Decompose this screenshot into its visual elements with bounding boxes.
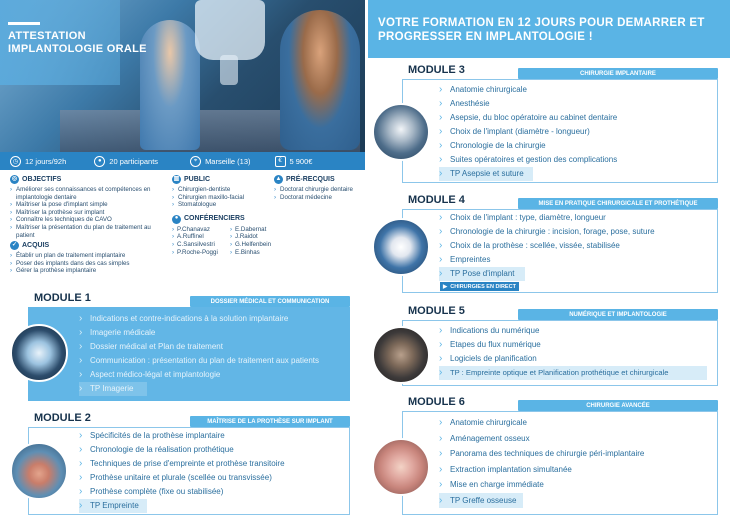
tp-item: › TP Greffe osseuse: [439, 493, 523, 509]
module-title: MODULE 1: [34, 292, 91, 304]
graduation-cap-icon: ▲: [274, 175, 283, 184]
list-item: › Techniques de prise d'empreinte et prothèse transitoire: [79, 457, 285, 471]
price-text: 5 900€: [289, 156, 313, 166]
list-item: › Extraction implantation simultanée: [439, 462, 644, 478]
conferenciers-heading: [172, 215, 272, 224]
list-item: › P.Chanavaz: [172, 226, 230, 234]
list-item: › Asepsie, du bloc opératoire au cabinet dentaire: [439, 111, 617, 125]
list-item: › Aménagement osseux: [439, 431, 644, 447]
module-tag: MISE EN PRATIQUE CHIRURGICALE ET PROTHÉTIQUE: [518, 198, 718, 209]
objectifs-section: [10, 175, 165, 275]
module-photo: [10, 324, 68, 382]
module-tag: MAÎTRISE DE LA PROTHÈSE SUR IMPLANT: [190, 416, 350, 427]
list-item: › Imagerie médicale: [79, 326, 319, 340]
module-photo: [10, 442, 68, 500]
module-title: MODULE 5: [408, 305, 465, 317]
list-item: › Poser des implants dans des cas simples: [10, 260, 165, 268]
price-info: [275, 156, 313, 167]
clock-icon: ◷: [10, 156, 21, 167]
list-item: › Logiciels de planification: [439, 352, 707, 366]
list-item: › Maîtriser la pose d'implant simple: [10, 201, 165, 209]
list-item: › P.Roche-Poggi: [172, 249, 230, 257]
banknote-icon: €: [275, 156, 286, 167]
module-items: [79, 312, 319, 396]
live-surgery-text: CHIRURGIES EN DIRECT: [450, 283, 516, 290]
duration-info: [10, 156, 66, 167]
hero-iv-bag-shape: [220, 55, 238, 85]
module-title: MODULE 3: [408, 64, 465, 76]
acquis-title: ACQUIS: [22, 241, 50, 249]
list-item: › Doctorat médecine: [274, 194, 364, 202]
list-item: › Anesthésie: [439, 97, 617, 111]
location-info: [190, 156, 250, 167]
objectifs-title: OBJECTIFS: [22, 175, 62, 183]
list-item: › Suites opératoires et gestion des complications: [439, 153, 617, 167]
module-box: [402, 320, 718, 386]
right-page: [368, 0, 730, 522]
tp-item: › TP Asepsie et suture: [439, 167, 533, 181]
hero-title-bar: [8, 22, 40, 25]
module-tag: CHIRURGIE IMPLANTAIRE: [518, 68, 718, 79]
prerequis-list: [274, 186, 364, 201]
module-items: [439, 211, 655, 281]
public-title: PUBLIC: [184, 175, 211, 183]
module-tag: DOSSIER MÉDICAL ET COMMUNICATION: [190, 296, 350, 307]
duration-text: 12 jours/92h: [25, 156, 67, 166]
list-item: › E.Binhas: [230, 249, 272, 257]
list-item: › Prothèse complète (fixe ou stabilisée): [79, 485, 285, 499]
list-item: › Etapes du flux numérique: [439, 338, 707, 352]
module-box: [28, 307, 350, 401]
tp-item: › TP : Empreinte optique et Planification prothétique et chirurgicale: [439, 366, 707, 380]
module-title: MODULE 2: [34, 412, 91, 424]
video-camera-icon: ▶: [443, 283, 448, 290]
list-item: › Chronologie de la réalisation prothétique: [79, 443, 285, 457]
list-item: › J.Raidot: [230, 233, 272, 241]
list-item: › Améliorer ses connaissances et compétences en implantologie dentaire: [10, 186, 165, 201]
prerequis-title: PRÉ-RECQUIS: [286, 175, 335, 183]
barcode-icon: ▥: [172, 175, 181, 184]
check-icon: ✓: [10, 241, 19, 250]
acquis-heading: [10, 241, 165, 250]
objectifs-list: [10, 186, 165, 239]
module-items: [439, 324, 707, 380]
right-title: VOTRE FORMATION EN 12 JOURS POUR DEMARRER ET PROGRESSER EN IMPLANTOLOGIE !: [378, 17, 705, 43]
acquis-list: [10, 252, 165, 275]
list-item: › Choix de l'implant (diamètre - longueur): [439, 125, 617, 139]
hero-photo: [0, 0, 365, 155]
prerequis-heading: [274, 175, 364, 184]
objectifs-heading: [10, 175, 165, 184]
conferenciers-list: [172, 226, 272, 256]
list-item: › Mise en charge immédiate: [439, 477, 644, 493]
public-section: [172, 175, 272, 256]
conferenciers-title: CONFÉRENCIERS: [184, 215, 245, 223]
list-item: › Spécificités de la prothèse implantaire: [79, 429, 285, 443]
list-item: › Chirurgien-dentiste: [172, 186, 272, 194]
list-item: › Établir un plan de traitement implantaire: [10, 252, 165, 260]
tp-item: › TP Empreinte: [79, 499, 147, 513]
module-box: [28, 427, 350, 515]
public-heading: [172, 175, 272, 184]
list-item: › Connaître les techniques de CAVO: [10, 216, 165, 224]
info-strip: [0, 152, 365, 170]
module-items: [439, 415, 644, 508]
list-item: › Choix de l'implant : type, diamètre, longueur: [439, 211, 655, 225]
module-photo: [372, 326, 430, 384]
list-item: › Prothèse unitaire et plurale (scellée ou transvissée): [79, 471, 285, 485]
speakers-icon: ●: [172, 215, 181, 224]
right-header: [368, 0, 730, 58]
participants-text: 20 participants: [109, 156, 159, 166]
tp-item: › TP Pose d'implant: [439, 267, 525, 281]
list-item: › Gérer la prothèse implantaire: [10, 267, 165, 275]
list-item: › Indications et contre-indications à la solution implantaire: [79, 312, 319, 326]
hero-person-shape: [280, 10, 360, 150]
module-photo: [372, 438, 430, 496]
module-box: [402, 209, 718, 293]
list-item: › Chronologie de la chirurgie: [439, 139, 617, 153]
list-item: › Dossier médical et Plan de traitement: [79, 340, 319, 354]
list-item: › C.Sansilvestri: [172, 241, 230, 249]
list-item: › Doctorat chirurgie dentaire: [274, 186, 364, 194]
tp-item: › TP Imagerie: [79, 382, 147, 396]
hero-iv-bag-shape: [195, 0, 265, 60]
module-box: [402, 79, 718, 183]
public-list: [172, 186, 272, 209]
location-text: Marseille (13): [205, 156, 251, 166]
module-tag: CHIRURGIE AVANCÉE: [518, 400, 718, 411]
list-item: › Maîtriser la prothèse sur implant: [10, 209, 165, 217]
target-icon: ◎: [10, 175, 19, 184]
hero-title: ATTESTATION IMPLANTOLOGIE ORALE: [8, 30, 147, 55]
list-item: › Panorama des techniques de chirurgie péri-implantaire: [439, 446, 644, 462]
list-item: › A.Ruffinel: [172, 233, 230, 241]
location-pin-icon: ⌖: [190, 156, 201, 167]
list-item: › Anatomie chirurgicale: [439, 415, 644, 431]
module-title: MODULE 4: [408, 194, 465, 206]
module-box: [402, 411, 718, 515]
list-item: › Empreintes: [439, 253, 655, 267]
list-item: › Chirurgien maxillo-facial: [172, 194, 272, 202]
module-items: [79, 429, 285, 513]
module-items: [439, 83, 617, 181]
module-photo: [372, 103, 430, 161]
list-item: › Stomatologue: [172, 201, 272, 209]
list-item: › G.Helfenbein: [230, 241, 272, 249]
list-item: › Choix de la prothèse : scellée, vissée, stabilisée: [439, 239, 655, 253]
list-item: › Chronologie de la chirurgie : incision, forage, pose, suture: [439, 225, 655, 239]
prerequis-section: [274, 175, 364, 201]
list-item: › E.Dabernat: [230, 226, 272, 234]
module-title: MODULE 6: [408, 396, 465, 408]
list-item: › Aspect médico-légal et implantologie: [79, 368, 319, 382]
list-item: › Communication : présentation du plan de traitement aux patients: [79, 354, 319, 368]
module-photo: [372, 218, 430, 276]
list-item: › Anatomie chirurgicale: [439, 83, 617, 97]
list-item: › Maîtriser la présentation du plan de traitement au patient: [10, 224, 165, 239]
module-tag: NUMÉRIQUE ET IMPLANTOLOGIE: [518, 309, 718, 320]
live-surgery-badge: [440, 282, 519, 291]
participants-info: [94, 156, 158, 167]
list-item: › Indications du numérique: [439, 324, 707, 338]
people-icon: ●: [94, 156, 105, 167]
